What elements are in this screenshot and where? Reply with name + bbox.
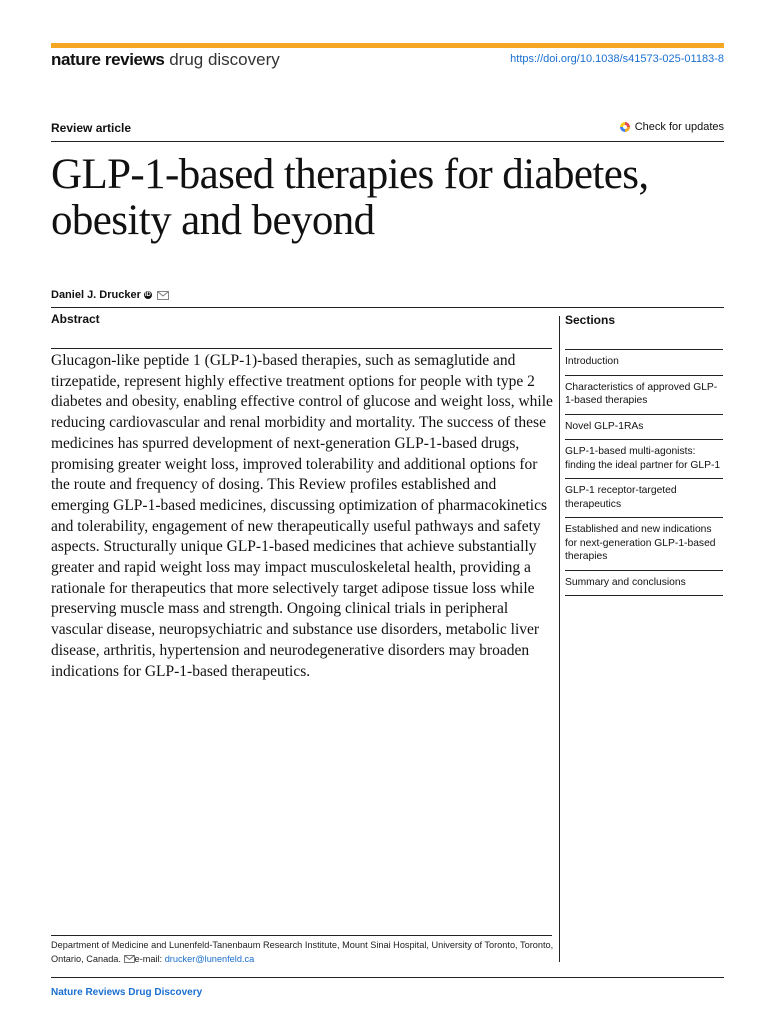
- footer-journal[interactable]: Nature Reviews Drug Discovery: [51, 987, 203, 998]
- article-title: GLP-1-based therapies for diabetes, obesity and beyond: [51, 151, 649, 244]
- email-link[interactable]: drucker@lunenfeld.ca: [164, 954, 255, 964]
- journal-accent-bar: [51, 43, 724, 48]
- affiliation-divider: [51, 935, 552, 936]
- author-name[interactable]: Daniel J. Drucker: [51, 289, 141, 301]
- check-updates-icon: [619, 121, 631, 133]
- check-for-updates-button[interactable]: [619, 121, 724, 133]
- author-divider: [51, 307, 724, 308]
- abstract-text: Glucagon-like peptide 1 (GLP-1)-based therapies, such as semaglutide and tirzepatide, represent highly effective treatment options for people with type 2 diabetes and obesity, enabling effective control of glucose and weight loss, while reducing cardiovascular and renal morbidity and mortality. The success of these medicines has spurred development of next-generation GLP-1-based drugs, promising greater weight loss, improved tolerability and additional options for the route and frequency of dosing. This Review profiles established and emerging GLP-1-based medicines, discussing optimization of pharmacokinetics and tolerability, engagement of new therapeutically useful pathways and safety aspects. Structurally unique GLP-1-based medicines that achieve substantially greater and rapid weight loss may impact musculoskeletal health, providing a rationale for therapeutics that more selectively target adipose tissue loss while preserving muscle mass and strength. Ongoing clinical trials in peripheral vascular disease, neuropsychiatric and substance use disorders, metabolic liver disease, arthritis, hypertension and neurodegenerative disorders may broaden indications for GLP-1-based therapeutics.: [51, 352, 553, 680]
- section-link-introduction[interactable]: Introduction: [565, 349, 723, 375]
- email-icon: [124, 955, 135, 963]
- header-divider: [51, 141, 724, 142]
- section-link-approved-therapies[interactable]: Characteristics of approved GLP-1-based therapies: [565, 375, 723, 414]
- email-icon[interactable]: [157, 291, 169, 300]
- journal-name: [51, 50, 280, 70]
- doi-link[interactable]: https://doi.org/10.1038/s41573-025-01183-8: [510, 53, 724, 65]
- orcid-icon[interactable]: iD: [144, 292, 151, 298]
- sections-heading: Sections: [565, 313, 616, 327]
- abstract-heading: Abstract: [51, 312, 100, 326]
- section-link-novel-glp1ras[interactable]: Novel GLP-1RAs: [565, 414, 723, 440]
- section-link-indications[interactable]: Established and new indications for next-generation GLP-1-based therapies: [565, 517, 723, 570]
- affiliation: [51, 938, 556, 966]
- check-updates-label: Check for updates: [634, 121, 724, 133]
- footer-divider: [51, 977, 724, 978]
- email-label: e-mail:: [134, 954, 163, 964]
- sections-list: [565, 349, 723, 596]
- journal-name-bold: nature reviews: [51, 50, 165, 69]
- section-link-receptor-targeted[interactable]: GLP-1 receptor-targeted therapeutics: [565, 478, 723, 517]
- author-line: [51, 289, 169, 301]
- abstract-divider: [51, 348, 552, 349]
- affiliation-text: Department of Medicine and Lunenfeld-Tanenbaum Research Institute, Mount Sinai Hospital, University of Toronto, Toronto, Ontario, Canada.: [51, 940, 554, 964]
- journal-name-light: drug discovery: [169, 50, 280, 69]
- article-type: Review article: [51, 121, 132, 135]
- section-link-summary[interactable]: Summary and conclusions: [565, 570, 723, 597]
- section-link-multi-agonists[interactable]: GLP-1-based multi-agonists: finding the ideal partner for GLP-1: [565, 439, 723, 478]
- column-divider: [559, 316, 560, 962]
